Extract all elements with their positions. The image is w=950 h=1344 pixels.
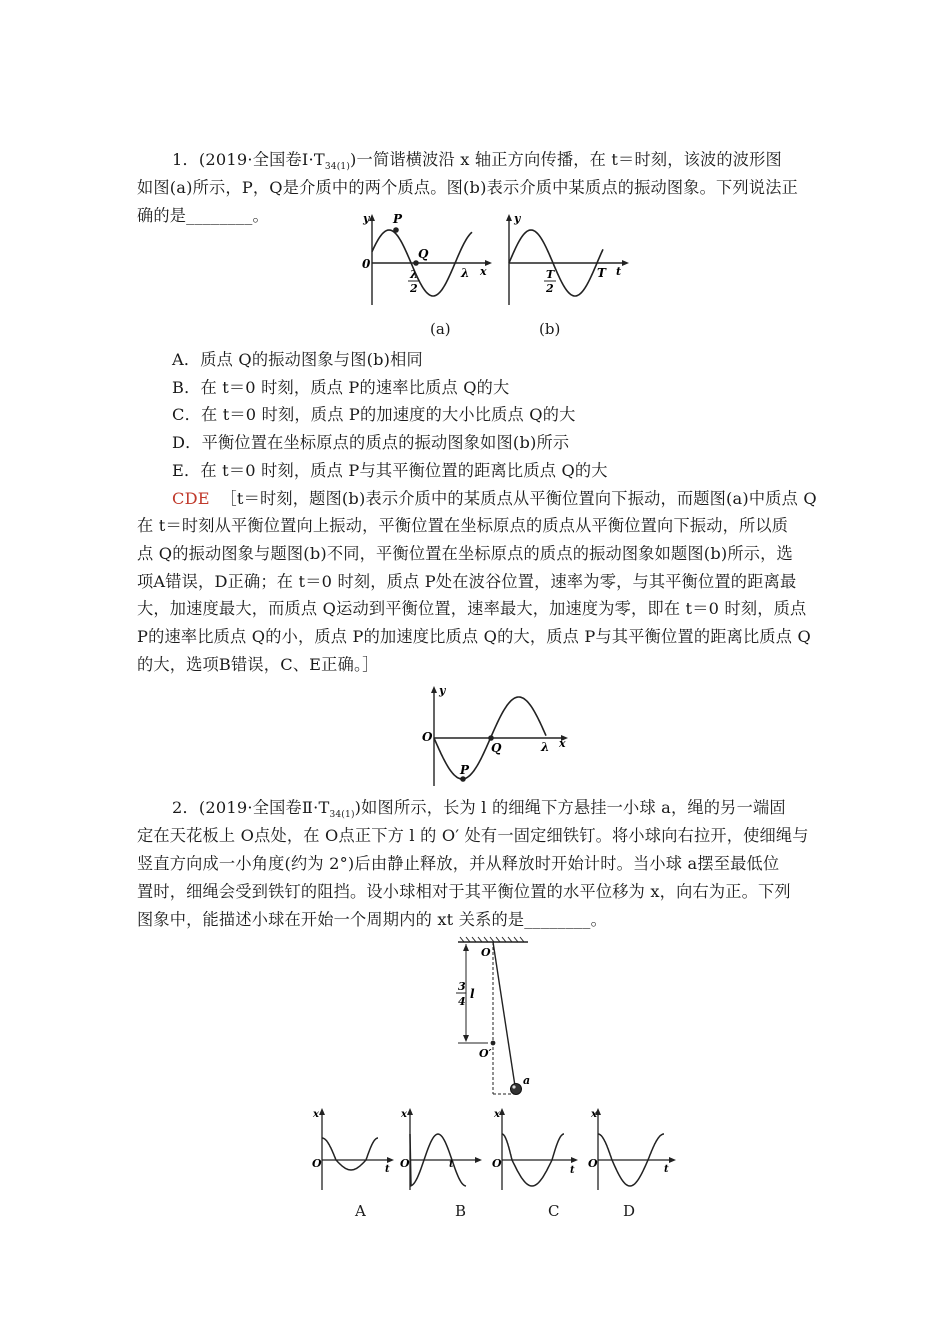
y-axis-label: y (363, 212, 370, 225)
q2-stem-line2: 定在天花板上 O点处，在 O点正下方 l 的 O′ 处有一固定细铁钉。将小球向右拉开，使细绳与 (137, 826, 809, 845)
explanation-line1: CDE ［t＝时刻，题图(b)表示介质中的某质点从平衡位置向下振动，而题图(a)中质点 Q (172, 489, 817, 508)
point-p (460, 776, 466, 782)
lambda-half-den: 2 (410, 282, 418, 295)
origin-label: O (492, 1157, 502, 1170)
origin-label: O (588, 1157, 598, 1170)
q1-figure-b (500, 210, 635, 310)
option-d: D．平衡位置在坐标原点的质点的振动图象如图(b)所示 (172, 433, 570, 452)
lambda-label: λ (541, 740, 550, 754)
t-half-den: 2 (546, 282, 554, 295)
q-label: Q (491, 741, 502, 755)
x-axis-label: x (313, 1109, 319, 1120)
ball (511, 1084, 522, 1095)
q-label: Q (418, 247, 429, 261)
q1-stem-line2: 如图(a)所示，P，Q是介质中的两个质点。图(b)表示介质中某质点的振动图象。下列说法正 (137, 178, 798, 197)
pendulum-figure (448, 936, 548, 1098)
x-axis-label: x (401, 1109, 407, 1120)
t-axis-label: t (616, 265, 622, 278)
y-axis-label: y (514, 212, 521, 225)
point-q (413, 260, 419, 266)
period-label: T (597, 266, 606, 280)
graph-c (490, 1104, 582, 1194)
explanation-line7: 的大，选项B错误，C、E正确。］ (137, 655, 379, 674)
fig-b-caption: (b) (539, 320, 561, 338)
p-label: P (393, 212, 403, 226)
explanation-line6: P的速率比质点 Q的小，质点 P的加速度比质点 Q的大，质点 P与其平衡位置的距离比质点 Q (137, 627, 811, 646)
explanation-line3: 点 Q的振动图象与题图(b)不同，平衡位置在坐标原点的质点的振动图象如题图(b)所示，选 (137, 544, 793, 563)
origin-label: O (312, 1157, 322, 1170)
explanation-line4: 项A错误，D正确；在 t＝0 时刻，质点 P处在波谷位置，速率为零，与其平衡位置的距离最 (137, 572, 797, 591)
y-axis-label: y (439, 684, 446, 697)
t-axis-label: t (570, 1165, 575, 1176)
nail (491, 1041, 496, 1046)
q2-stem-line1: 2．(2019·全国卷$Ⅱ\cdot T_{34(1)}$)如图所示，长为 l 的细绳下方悬挂一小球 a，绳的另一端固 (172, 798, 786, 821)
option-c: C．在 t＝0 时刻，质点 P的加速度的大小比质点 Q的大 (172, 405, 576, 424)
q1-stem-line3: 确的是________。 (137, 206, 269, 225)
x-axis-label: x (494, 1109, 500, 1120)
lambda-label: λ (461, 266, 470, 280)
graph-d (586, 1104, 680, 1194)
ball-label: a (523, 1074, 531, 1087)
fraction-num: 3 (458, 980, 466, 993)
x-axis-label: x (559, 737, 566, 750)
choice-a-label: A (355, 1202, 366, 1220)
fig-a-caption: (a) (430, 320, 451, 338)
t-axis-label: t (449, 1159, 454, 1170)
choice-d-label: D (623, 1202, 636, 1220)
q1-figure-c (418, 682, 573, 787)
graph-a-curve (322, 1138, 378, 1170)
o-label: O (481, 946, 491, 959)
q2-stem-line4: 置时，细绳会受到铁钉的阻挡。设小球相对于其平衡位置的水平位移为 x，向右为正。下列 (137, 882, 791, 901)
answer-badge: CDE (172, 489, 210, 508)
t-half-num: T (546, 268, 555, 281)
q2-stem-line5: 图象中，能描述小球在开始一个周期内的 xt 关系的是________。 (137, 910, 607, 929)
fraction-den: 4 (458, 995, 466, 1008)
origin-label: O (422, 730, 433, 744)
point-p (393, 227, 399, 233)
graph-b (398, 1104, 488, 1194)
x-axis-label: x (591, 1109, 597, 1120)
x-axis-label: x (480, 265, 487, 278)
graph-a (308, 1104, 398, 1194)
explanation-line2: 在 t＝时刻从平衡位置向上振动，平衡位置在坐标原点的质点从平衡位置向下振动，所以质 (137, 516, 789, 535)
q2-stem-line3: 竖直方向成一小角度(约为 2°)后由静止释放，并从释放时开始计时。当小球 a摆至最低位 (137, 854, 780, 873)
choice-c-label: C (548, 1202, 560, 1220)
p-label: P (460, 763, 470, 777)
option-a: A．质点 Q的振动图象与图(b)相同 (172, 350, 423, 369)
point-q (488, 735, 494, 741)
origin-label: 0 (362, 257, 371, 271)
explanation-line5: 大，加速度最大，而质点 Q运动到平衡位置，速率最大，加速度为零，即在 t＝0 时刻，质点 (137, 599, 807, 618)
origin-label: O (400, 1157, 410, 1170)
option-b: B．在 t＝0 时刻，质点 P的速率比质点 Q的大 (172, 378, 510, 397)
t-axis-label: t (385, 1164, 390, 1175)
lambda-half-num: λ (410, 268, 418, 281)
choice-b-label: B (455, 1202, 467, 1220)
q1-figure-a (360, 210, 495, 310)
string (493, 942, 515, 1086)
o-prime-label: O′ (479, 1047, 492, 1060)
t-axis-label: t (664, 1164, 669, 1175)
q1-stem-line1: 1．(2019·全国卷$Ⅰ\cdot T_{34(1)}$)一简谐横波沿 x 轴正方向传播，在 t＝时刻，该波的波形图 (172, 150, 782, 173)
length-label: l (470, 987, 475, 1001)
option-e: E．在 t＝0 时刻，质点 P与其平衡位置的距离比质点 Q的大 (172, 461, 608, 480)
